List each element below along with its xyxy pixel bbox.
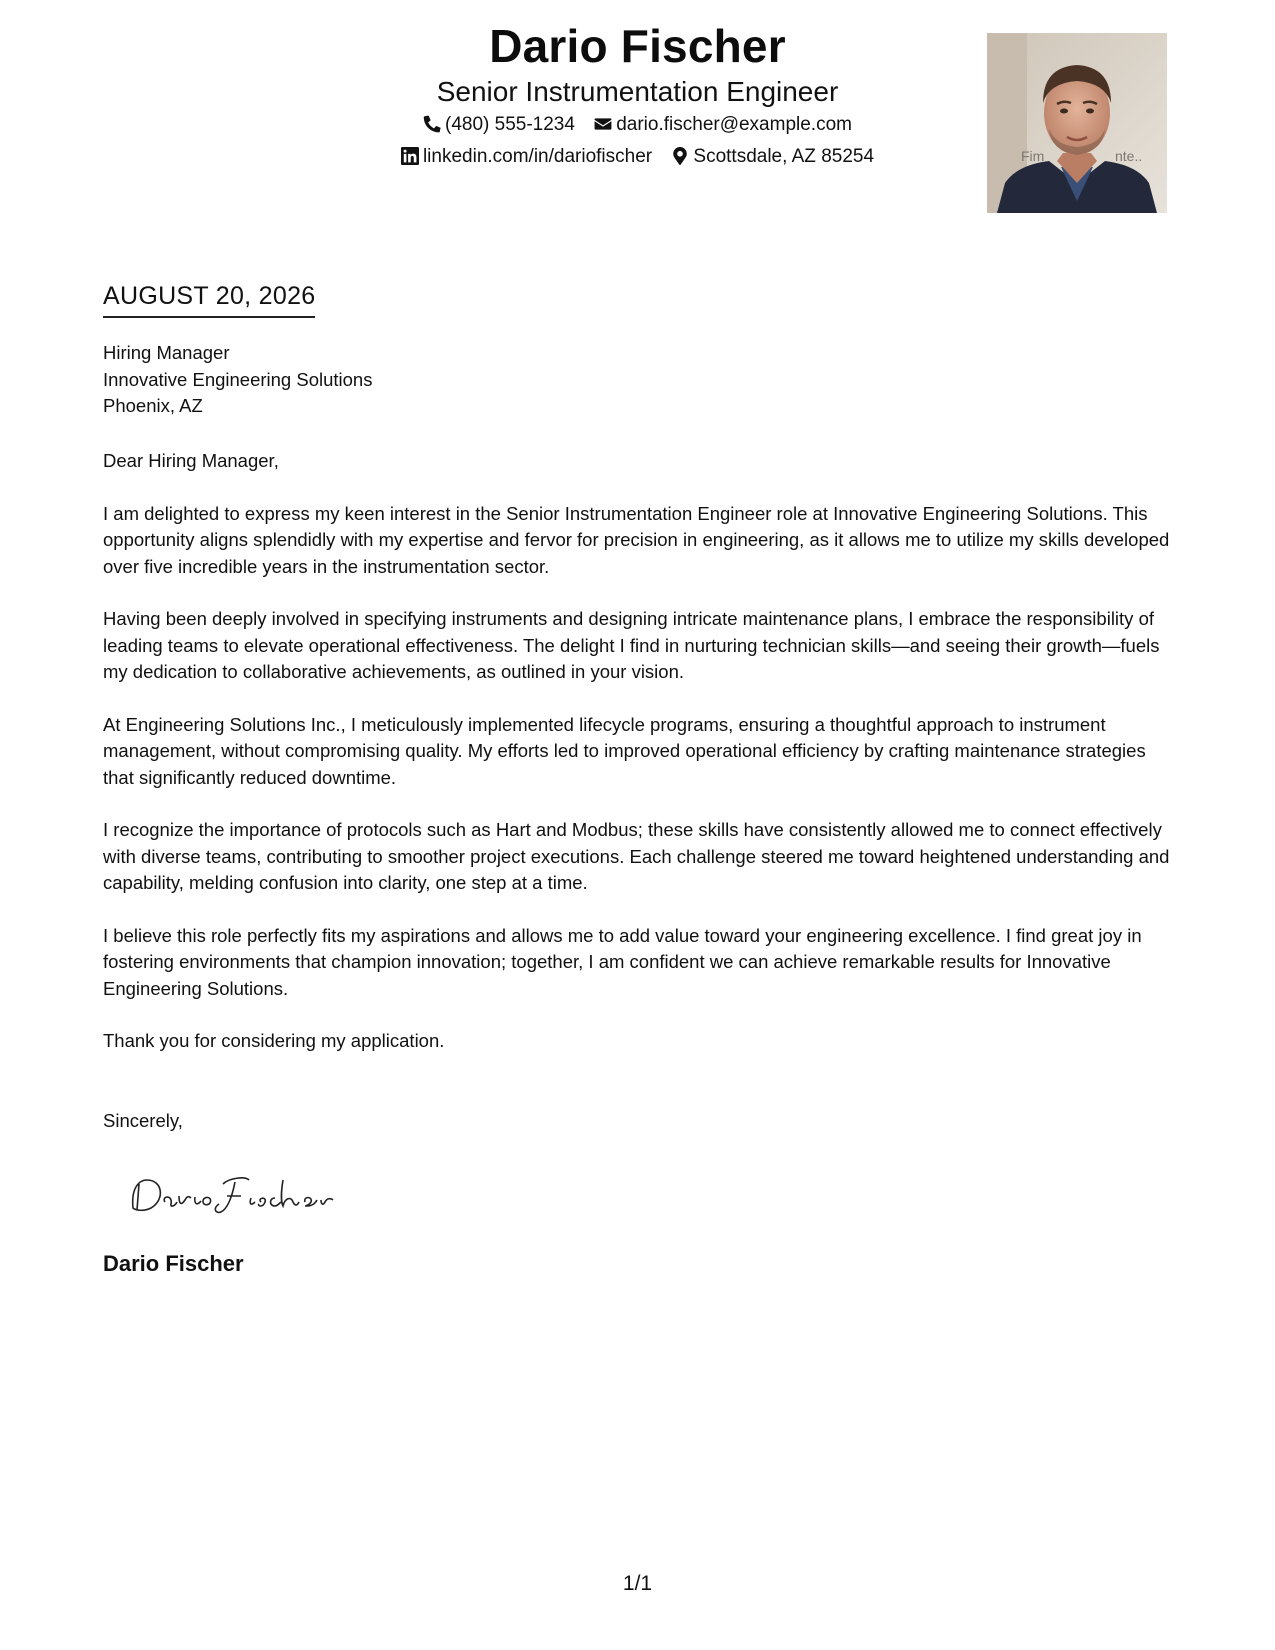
- envelope-icon: [594, 115, 612, 133]
- linkedin-text: linkedin.com/in/dariofischer: [422, 146, 653, 167]
- profile-photo: [987, 33, 1167, 213]
- salutation: Dear Hiring Manager,: [103, 450, 279, 471]
- letter-date: AUGUST 20, 2026: [103, 280, 315, 318]
- contact-linkedin: [401, 144, 652, 170]
- recipient-block: [103, 340, 372, 420]
- applicant-name: Dario Fischer: [489, 20, 786, 72]
- paragraph-5: I believe this role perfectly fits my aspirations and allows me to add value toward your engineering excellence. I find great joy in fostering environments that champion innovation; together, I am confident we can achieve remarkable results for Innovative Engineering Solutions.: [103, 924, 1142, 999]
- map-marker-icon: [671, 147, 689, 165]
- paragraph-3: At Engineering Solutions Inc., I meticulously implemented lifecycle programs, ensuring a thoughtful approach to instrument management, without compromising quality. My efforts led to improved operational efficiency by crafting maintenance strategies that significantly reduced downtime.: [103, 713, 1146, 788]
- paragraph-1: I am delighted to express my keen interest in the Senior Instrumentation Engineer role at Innovative Engineering Solutions. This opportunity aligns splendidly with my expertise and fervor for precision in engineering, as it allows me to utilize my skills developed over five incredible years in the instrumentation sector.: [103, 502, 1170, 577]
- phone-text: (480) 555-1234: [445, 114, 575, 135]
- letter-body: [103, 448, 1178, 1081]
- handwritten-signature: [125, 1168, 345, 1218]
- phone-icon: [423, 115, 441, 133]
- recipient-location: Phoenix, AZ: [103, 395, 203, 416]
- recipient-title: Hiring Manager: [103, 342, 230, 363]
- linkedin-icon: [401, 147, 419, 165]
- contact-phone: [423, 112, 575, 138]
- portrait-image: [987, 33, 1167, 213]
- contact-location: [671, 144, 874, 170]
- photo-sign-text: Fim: [1021, 148, 1045, 164]
- contact-email: [594, 112, 852, 138]
- paragraph-thanks: Thank you for considering my application.: [103, 1030, 445, 1051]
- svg-text:nte..: nte..: [1115, 148, 1143, 164]
- paragraph-4: I recognize the importance of protocols such as Hart and Modbus; these skills have consistently allowed me to connect effectively with diverse teams, contributing to smoother project executions. Each challenge steered me toward heightened understanding and capability, melding confusion into clarity, one step at a time.: [103, 819, 1170, 893]
- paragraph-2: Having been deeply involved in specifying instruments and designing intricate maintenance plans, I embrace the responsibility of leading teams to elevate operational effectiveness. The delight I find in nurturing technician skills—and seeing their growth—fuels my dedication to collaborative achievements, as outlined in your vision.: [103, 608, 1160, 682]
- email-text: dario.fischer@example.com: [616, 114, 852, 135]
- signer-name: Dario Fischer: [103, 1251, 244, 1276]
- page-number: 1/1: [622, 1572, 653, 1595]
- applicant-job-title: Senior Instrumentation Engineer: [436, 76, 839, 107]
- recipient-company: Innovative Engineering Solutions: [103, 368, 373, 390]
- closing: Sincerely,: [103, 1110, 183, 1131]
- location-text: Scottsdale, AZ 85254: [693, 146, 875, 167]
